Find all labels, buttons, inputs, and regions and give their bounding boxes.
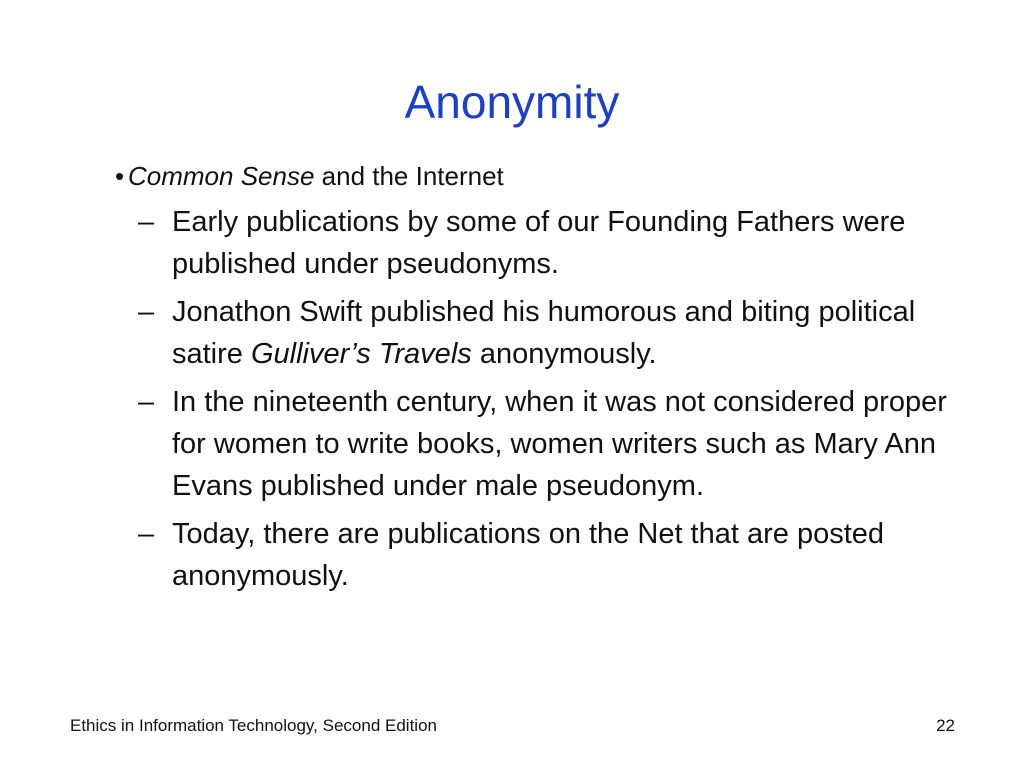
main-bullet-rest: and the Internet — [314, 161, 504, 191]
sub-bullet-text: Today, there are publications on the Net that are posted anonymously. — [172, 518, 885, 592]
sub-bullet-italic-title: Gulliver’s Travels — [250, 338, 472, 370]
main-bullet-italic: Common Sense — [128, 161, 315, 191]
main-bullet-text — [128, 158, 504, 194]
footer-book-title: Ethics in Information Technology, Second Edition — [70, 716, 437, 735]
bullet-marker: • — [115, 161, 125, 191]
sub-bullet-list — [138, 201, 958, 603]
sub-bullet-3 — [138, 381, 958, 507]
sub-bullet-text-before: Jonathon Swift published his humorous and biting political satire — [172, 296, 916, 370]
dash-marker: – — [138, 206, 155, 238]
dash-marker: – — [138, 296, 155, 328]
sub-bullet-text: In the nineteenth century, when it was not considered proper for women to write books, women writers such as Mary Ann Evans published under male pseudonym. — [172, 386, 947, 502]
slide-title: Anonymity — [404, 76, 620, 128]
dash-marker: – — [138, 386, 155, 418]
sub-bullet-text: Early publications by some of our Founding Fathers were published under pseudonyms. — [172, 206, 906, 280]
sub-bullet-4 — [138, 513, 958, 597]
footer-page-number: 22 — [936, 716, 955, 735]
sub-bullet-2 — [138, 291, 958, 375]
sub-bullet-text-after: anonymously. — [471, 338, 657, 370]
sub-bullet-1 — [138, 201, 958, 285]
dash-marker: – — [138, 518, 155, 550]
